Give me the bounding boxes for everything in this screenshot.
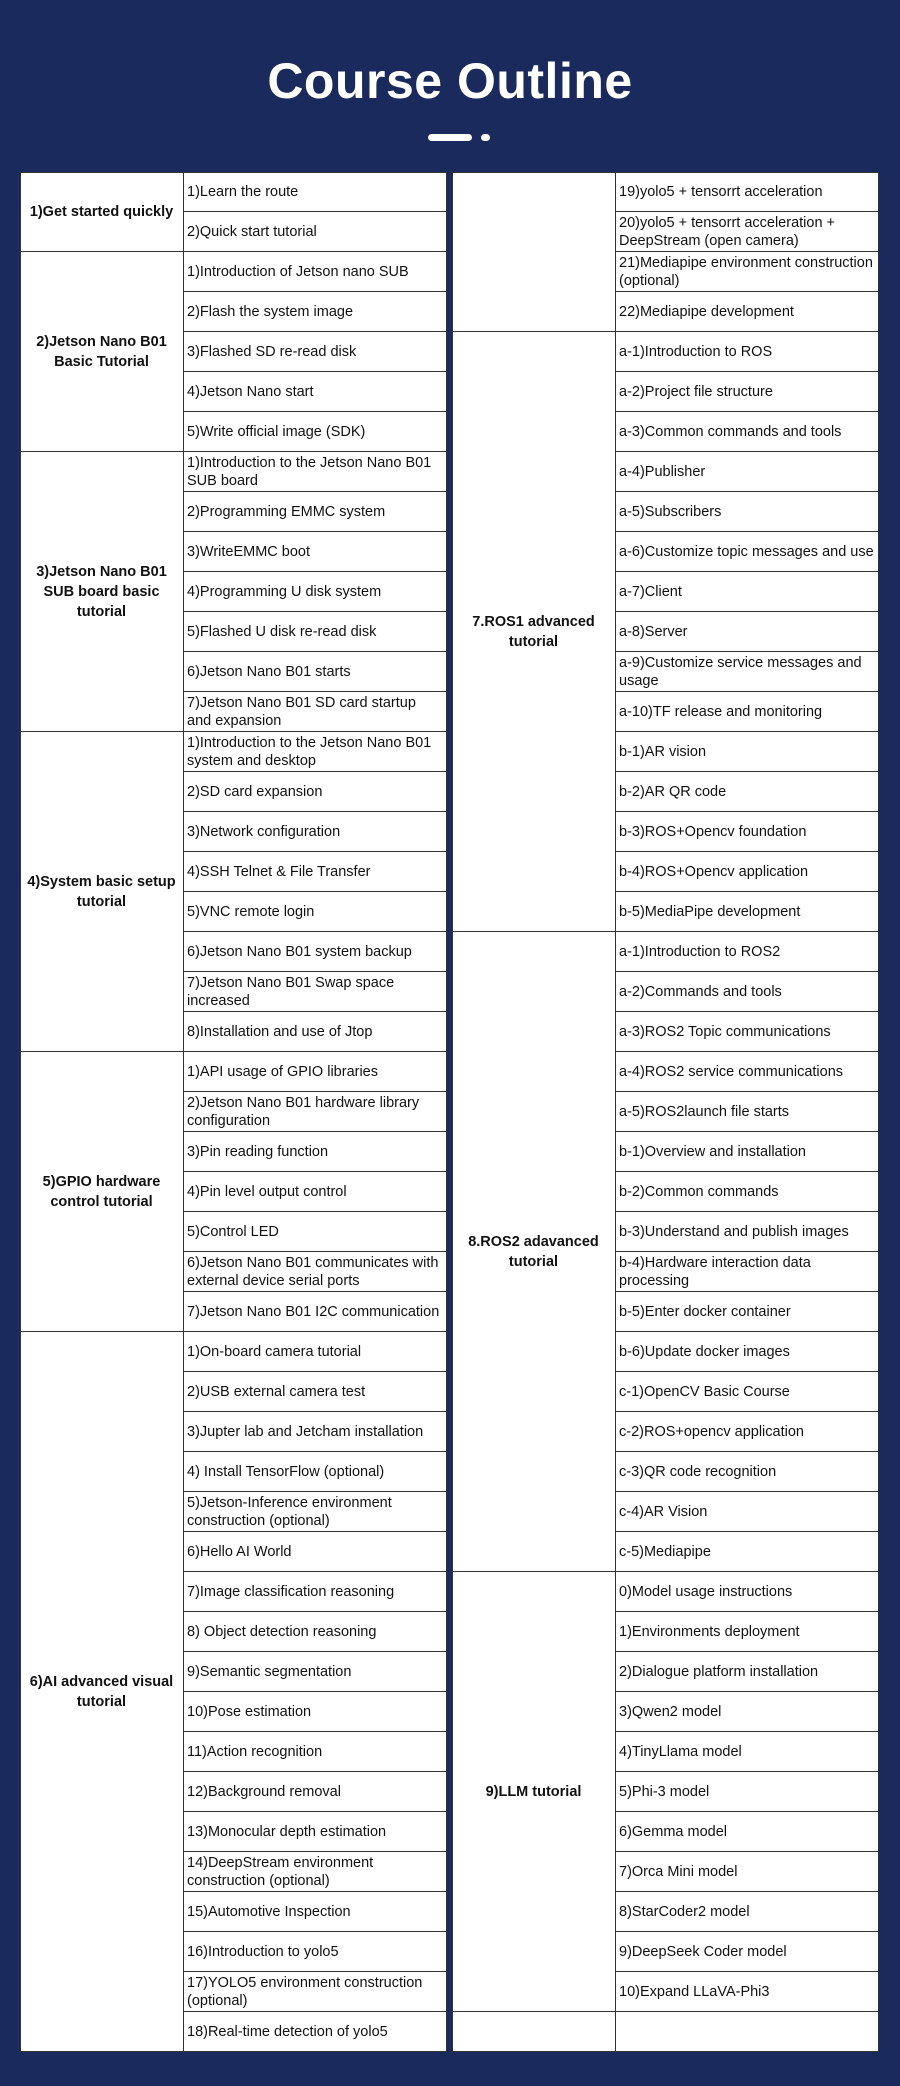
lesson-item: 2)USB external camera test	[184, 1372, 447, 1412]
title-underline-bar	[428, 134, 472, 141]
lesson-item: a-5)ROS2launch file starts	[616, 1092, 879, 1132]
lesson-list	[184, 172, 447, 251]
section-title: 2)Jetson Nano B01 Basic Tutorial	[20, 252, 184, 451]
lesson-item: 5)Phi-3 model	[616, 1772, 879, 1812]
page-title: Course Outline	[267, 53, 633, 109]
lesson-item: 4)TinyLlama model	[616, 1732, 879, 1772]
lesson-item: 2)Flash the system image	[184, 292, 447, 332]
lesson-item: 2)Dialogue platform installation	[616, 1652, 879, 1692]
lesson-item: 4)Programming U disk system	[184, 572, 447, 612]
lesson-item: 14)DeepStream environment construction (optional)	[184, 1852, 447, 1892]
section-title: 1)Get started quickly	[20, 172, 184, 251]
right-group-4	[452, 1572, 879, 2012]
lesson-item: c-3)QR code recognition	[616, 1452, 879, 1492]
lesson-item: 18)Real-time detection of yolo5	[187, 2024, 388, 2040]
lesson-item: 19)yolo5 + tensorrt acceleration	[616, 172, 879, 212]
lesson-item: 3)Qwen2 model	[616, 1692, 879, 1732]
lesson-item: 6)Jetson Nano B01 communicates with external device serial ports	[184, 1252, 447, 1292]
left-group-2	[20, 252, 447, 452]
lesson-item: a-7)Client	[616, 572, 879, 612]
lesson-item: 0)Model usage instructions	[616, 1572, 879, 1612]
lesson-item: c-4)AR Vision	[616, 1492, 879, 1532]
lesson-item: c-1)OpenCV Basic Course	[616, 1372, 879, 1412]
section-title: 8.ROS2 adavanced tutorial	[452, 932, 616, 1571]
empty-cell	[452, 2012, 616, 2052]
lesson-item: b-1)AR vision	[616, 732, 879, 772]
section-title: 5)GPIO hardware control tutorial	[20, 1052, 184, 1331]
lesson-item: 8)Installation and use of Jtop	[187, 1024, 373, 1040]
lesson-item: 6)Jetson Nano B01 starts	[184, 652, 447, 692]
title-underline-dot	[481, 134, 490, 141]
left-group-3	[20, 452, 447, 732]
header	[0, 0, 900, 172]
lesson-item: 17)YOLO5 environment construction (optional)	[184, 1972, 447, 2012]
lesson-item: 10)Pose estimation	[184, 1692, 447, 1732]
lesson-list	[616, 172, 879, 331]
lesson-item: 16)Introduction to yolo5	[184, 1932, 447, 1972]
lesson-item: a-5)Subscribers	[616, 492, 879, 532]
lesson-item: 6)Gemma model	[616, 1812, 879, 1852]
section-title: 6)AI advanced visual tutorial	[20, 1332, 184, 2051]
right-column-table	[452, 172, 879, 2052]
right-group-2	[452, 332, 879, 932]
lesson-item: 10)Expand LLaVA-Phi3	[619, 1984, 770, 2000]
lesson-item: 8)StarCoder2 model	[616, 1892, 879, 1932]
lesson-item: a-9)Customize service messages and usage	[616, 652, 879, 692]
lesson-item: 7)Orca Mini model	[616, 1852, 879, 1892]
lesson-item: 2)Programming EMMC system	[184, 492, 447, 532]
lesson-item: b-3)Understand and publish images	[616, 1212, 879, 1252]
left-group-6	[20, 1332, 447, 2052]
lesson-item: 4)SSH Telnet & File Transfer	[184, 852, 447, 892]
lesson-item: 9)DeepSeek Coder model	[616, 1932, 879, 1972]
lesson-item: b-5)MediaPipe development	[619, 904, 801, 920]
section-title	[452, 172, 616, 331]
lesson-item: a-1)Introduction to ROS	[616, 332, 879, 372]
lesson-item: a-8)Server	[616, 612, 879, 652]
lesson-item: 1)Introduction to the Jetson Nano B01 system and desktop	[184, 732, 447, 772]
lesson-item: a-10)TF release and monitoring	[616, 692, 879, 732]
left-column-table	[20, 172, 447, 2052]
lesson-item: 7)Jetson Nano B01 Swap space increased	[184, 972, 447, 1012]
lesson-item: b-3)ROS+Opencv foundation	[616, 812, 879, 852]
lesson-item: a-6)Customize topic messages and use	[616, 532, 879, 572]
section-title: 9)LLM tutorial	[452, 1572, 616, 2011]
left-group-1	[20, 172, 447, 252]
section-title: 3)Jetson Nano B01 SUB board basic tutorial	[20, 452, 184, 731]
section-title: 4)System basic setup tutorial	[20, 732, 184, 1051]
lesson-item: 21)Mediapipe environment construction (optional)	[616, 252, 879, 292]
right-group-3	[452, 932, 879, 1572]
lesson-item: 3)Network configuration	[184, 812, 447, 852]
lesson-item: 12)Background removal	[184, 1772, 447, 1812]
lesson-item: b-5)Enter docker container	[616, 1292, 879, 1332]
lesson-list	[616, 332, 879, 931]
lesson-list	[184, 732, 447, 1051]
lesson-item: 4)Jetson Nano start	[184, 372, 447, 412]
lesson-item: 5)VNC remote login	[184, 892, 447, 932]
lesson-list	[616, 1572, 879, 2011]
lesson-item: 4) Install TensorFlow (optional)	[184, 1452, 447, 1492]
lesson-item: c-5)Mediapipe	[619, 1544, 711, 1560]
lesson-item: a-4)ROS2 service communications	[616, 1052, 879, 1092]
lesson-item: b-2)Common commands	[616, 1172, 879, 1212]
lesson-list	[616, 932, 879, 1571]
lesson-item: 2)Quick start tutorial	[187, 224, 317, 240]
lesson-item: 8) Object detection reasoning	[184, 1612, 447, 1652]
lesson-item: 13)Monocular depth estimation	[184, 1812, 447, 1852]
lesson-item: a-1)Introduction to ROS2	[616, 932, 879, 972]
lesson-item: b-4)Hardware interaction data processing	[616, 1252, 879, 1292]
lesson-item: b-2)AR QR code	[616, 772, 879, 812]
lesson-item: b-1)Overview and installation	[616, 1132, 879, 1172]
lesson-item: 3)Flashed SD re-read disk	[184, 332, 447, 372]
lesson-item: 7)Jetson Nano B01 I2C communication	[187, 1304, 440, 1320]
lesson-item: 5)Flashed U disk re-read disk	[184, 612, 447, 652]
lesson-item: 7)Jetson Nano B01 SD card startup and expansion	[187, 695, 416, 729]
lesson-item: 3)WriteEMMC boot	[184, 532, 447, 572]
lesson-list	[184, 452, 447, 731]
lesson-list	[184, 1332, 447, 2051]
lesson-item: 6)Hello AI World	[184, 1532, 447, 1572]
right-empty-row	[452, 2012, 879, 2052]
lesson-item: 15)Automotive Inspection	[184, 1892, 447, 1932]
lesson-item: 5)Jetson-Inference environment construction (optional)	[184, 1492, 447, 1532]
lesson-item: a-3)ROS2 Topic communications	[616, 1012, 879, 1052]
lesson-item: 2)Jetson Nano B01 hardware library configuration	[184, 1092, 447, 1132]
lesson-item: b-6)Update docker images	[616, 1332, 879, 1372]
lesson-item: 22)Mediapipe development	[619, 304, 794, 320]
section-title: 7.ROS1 advanced tutorial	[452, 332, 616, 931]
lesson-item: 1)On-board camera tutorial	[184, 1332, 447, 1372]
lesson-item: 11)Action recognition	[184, 1732, 447, 1772]
lesson-list	[184, 252, 447, 451]
lesson-item: 1)API usage of GPIO libraries	[184, 1052, 447, 1092]
lesson-item: 2)SD card expansion	[184, 772, 447, 812]
left-group-5	[20, 1052, 447, 1332]
lesson-item: 5)Control LED	[184, 1212, 447, 1252]
lesson-item: 1)Learn the route	[184, 172, 447, 212]
lesson-item: 3)Jupter lab and Jetcham installation	[184, 1412, 447, 1452]
lesson-item: 1)Introduction to the Jetson Nano B01 SUB board	[184, 452, 447, 492]
lesson-item: 6)Jetson Nano B01 system backup	[184, 932, 447, 972]
right-group-1	[452, 172, 879, 332]
lesson-item: a-2)Project file structure	[616, 372, 879, 412]
lesson-item: 7)Image classification reasoning	[184, 1572, 447, 1612]
lesson-item: 20)yolo5 + tensorrt acceleration + DeepStream (open camera)	[616, 212, 879, 252]
lesson-item: a-3)Common commands and tools	[616, 412, 879, 452]
lesson-list	[184, 1052, 447, 1331]
lesson-item: 3)Pin reading function	[184, 1132, 447, 1172]
lesson-item: c-2)ROS+opencv application	[616, 1412, 879, 1452]
lesson-item: 9)Semantic segmentation	[184, 1652, 447, 1692]
lesson-item: b-4)ROS+Opencv application	[616, 852, 879, 892]
left-group-4	[20, 732, 447, 1052]
lesson-item: 4)Pin level output control	[184, 1172, 447, 1212]
lesson-item: a-4)Publisher	[616, 452, 879, 492]
lesson-item: a-2)Commands and tools	[616, 972, 879, 1012]
lesson-item: 5)Write official image (SDK)	[187, 424, 366, 440]
lesson-item: 1)Environments deployment	[616, 1612, 879, 1652]
lesson-item: 1)Introduction of Jetson nano SUB	[184, 252, 447, 292]
